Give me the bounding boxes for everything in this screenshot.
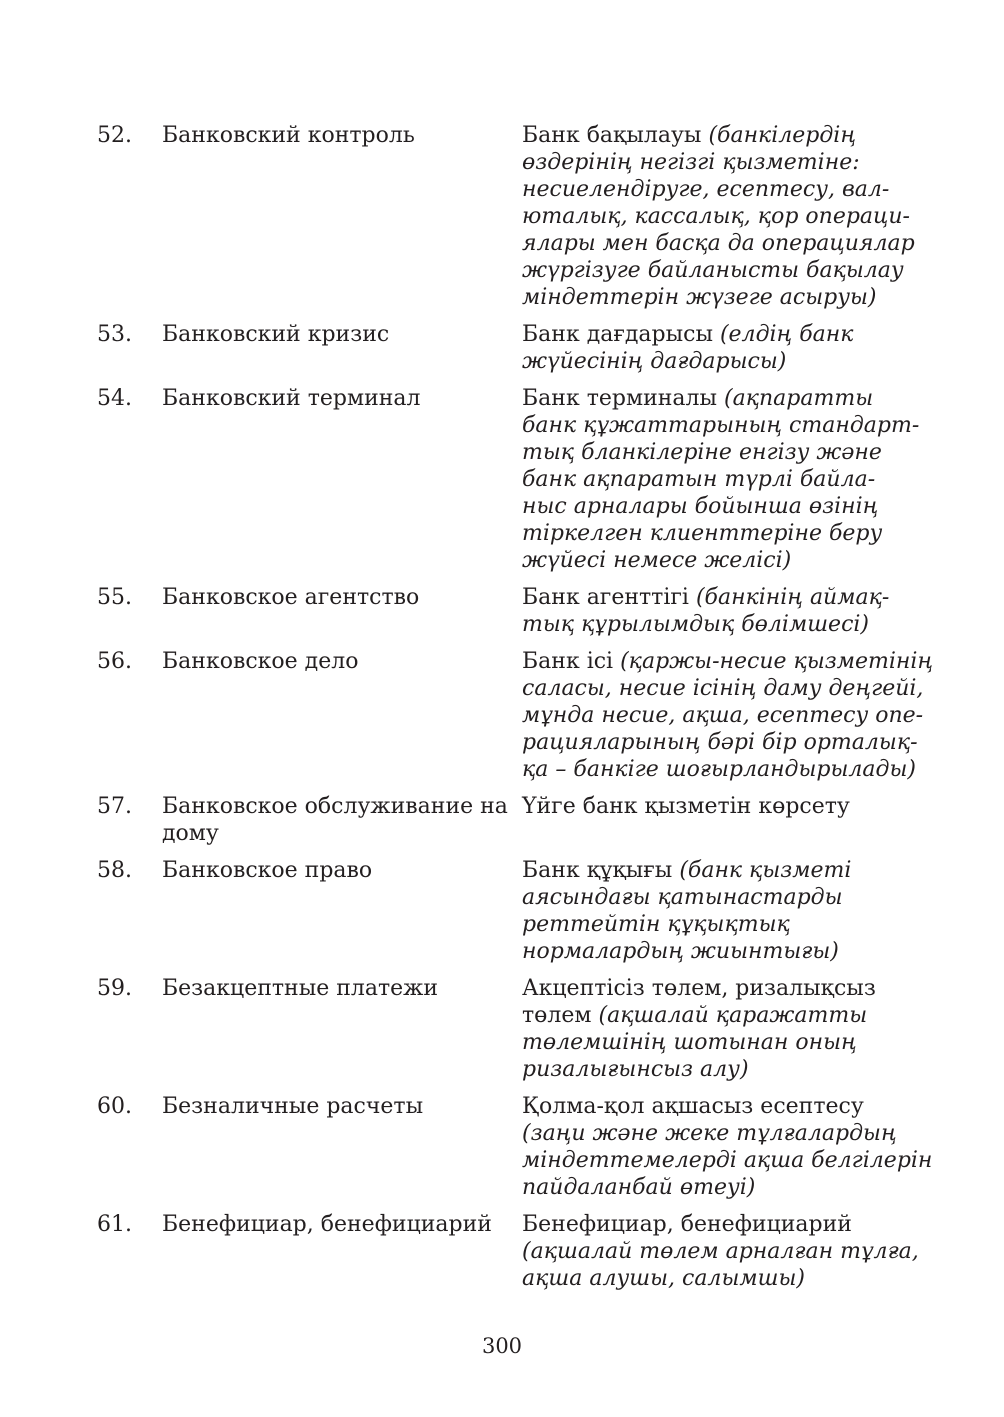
entry-number: 53.: [97, 322, 132, 347]
glossary-entry: [97, 385, 927, 574]
translation-line: [522, 257, 927, 284]
term-text: Банк бақылауы: [522, 123, 709, 148]
glossary-entry: [97, 122, 927, 311]
russian-term: Безакцептные платежи: [162, 976, 439, 1001]
translation-line: [522, 884, 927, 911]
definition-text: тіркелген клиенттеріне беру: [522, 521, 883, 546]
russian-term: Банковский терминал: [162, 386, 421, 411]
kazakh-translation: [522, 321, 927, 375]
kazakh-translation: [522, 122, 927, 311]
translation-line: [522, 1093, 932, 1120]
translation-line: [522, 520, 927, 547]
glossary-entry: [97, 1093, 933, 1201]
translation-line: [522, 1174, 932, 1201]
definition-text: жүйесінің дағдарысы): [522, 349, 787, 374]
definition-text: банк ақпаратын түрлі байла-: [522, 467, 876, 492]
glossary-entry: [97, 584, 927, 638]
entry-number: 60.: [97, 1094, 132, 1119]
russian-term: Банковский контроль: [162, 123, 415, 148]
translation-line: [522, 412, 927, 439]
translation-line: [522, 793, 927, 820]
definition-text: міндеттерін жүзеге асыруы): [522, 285, 877, 310]
definition-text: (банкілердің: [708, 123, 856, 148]
term-text: Үйге банк қызметін көрсету: [522, 794, 850, 819]
entry-number: 61.: [97, 1212, 132, 1237]
definition-text: төлемшінің шотынан оның: [522, 1030, 857, 1055]
definition-text: ризалығынсыз алу): [522, 1057, 749, 1082]
definition-text: юталық, кассалық, қор операци-: [522, 204, 910, 229]
translation-line: [522, 1211, 927, 1238]
translation-line: [522, 1265, 927, 1292]
entry-number: 55.: [97, 585, 132, 610]
translation-line: [522, 611, 927, 638]
definition-text: ақша алушы, салымшы): [522, 1266, 805, 1291]
term-text: Банк ісі: [522, 649, 621, 674]
translation-line: [522, 756, 933, 783]
definition-text: саласы, несие ісінің даму деңгейі,: [522, 676, 924, 701]
translation-line: [522, 648, 933, 675]
definition-text: рацияларының бәрі бір орталық-: [522, 730, 918, 755]
kazakh-translation: [522, 648, 933, 783]
definition-text: тық бланкілеріне енгізу және: [522, 440, 882, 465]
kazakh-translation: [522, 1093, 932, 1201]
definition-text: (елдің банк: [719, 322, 854, 347]
translation-line: [522, 348, 927, 375]
definition-text: (ақшалай төлем арналған тұлға,: [522, 1239, 919, 1264]
russian-term: Банковское обслуживание на дому: [162, 794, 508, 846]
glossary-entry: [97, 857, 927, 965]
entry-number: 54.: [97, 386, 132, 411]
translation-line: [522, 938, 927, 965]
term-text: Бенефициар, бенефициарий: [522, 1212, 852, 1237]
translation-line: [522, 203, 927, 230]
definition-text: ялары мен басқа да операциялар: [522, 231, 915, 256]
definition-text: мұнда несие, ақша, есептесу опе-: [522, 703, 924, 728]
definition-text: несиелендіруге, есептесу, вал-: [522, 177, 890, 202]
kazakh-translation: [522, 857, 927, 965]
translation-line: [522, 857, 927, 884]
entry-number: 56.: [97, 649, 132, 674]
russian-term: Банковское право: [162, 858, 373, 883]
definition-text: (қаржы-несие қызметінің: [620, 649, 934, 674]
definition-text: банк құжаттарының стандарт-: [522, 413, 920, 438]
definition-text: өздерінің негізгі қызметіне:: [522, 150, 860, 175]
glossary-entries: [97, 122, 934, 1302]
definition-text: қа – банкіге шоғырландырылады): [522, 757, 916, 782]
page-number: 300: [481, 1334, 523, 1358]
term-text: Банк терминалы: [522, 386, 724, 411]
translation-line: [522, 230, 927, 257]
glossary-entry: [97, 793, 927, 847]
glossary-entry: [97, 321, 927, 375]
translation-line: [522, 911, 927, 938]
translation-line: [522, 439, 927, 466]
definition-text: міндеттемелерді ақша белгілерін: [522, 1148, 933, 1173]
definition-text: жүргізуге байланысты бақылау: [522, 258, 904, 283]
translation-line: [522, 1056, 927, 1083]
definition-text: жүйесі немесе желісі): [522, 548, 792, 573]
entry-number: 58.: [97, 858, 132, 883]
translation-line: [522, 493, 927, 520]
definition-text: ныс арналары бойынша өзінің: [522, 494, 879, 519]
translation-line: [522, 466, 927, 493]
translation-line: [522, 1147, 932, 1174]
translation-line: [522, 176, 927, 203]
russian-term: Бенефициар, бенефициарий: [162, 1212, 492, 1237]
translation-line: [522, 1120, 932, 1147]
term-text: Акцептісіз төлем, ризалықсыз: [522, 976, 876, 1001]
glossary-entry: [97, 1211, 927, 1292]
term-text: Қолма-қол ақшасыз есептесу: [522, 1094, 864, 1119]
translation-line: [522, 1029, 927, 1056]
kazakh-translation: [522, 793, 927, 820]
definition-text: нормалардың жиынтығы): [522, 939, 839, 964]
definition-text: (банкінің аймақ-: [695, 585, 890, 610]
translation-line: [522, 702, 933, 729]
glossary-entry: [97, 648, 934, 783]
kazakh-translation: [522, 385, 927, 574]
definition-text: пайдаланбай өтеуі): [522, 1175, 756, 1200]
translation-line: [522, 385, 927, 412]
russian-term: Банковское агентство: [162, 585, 420, 610]
translation-line: [522, 1002, 927, 1029]
translation-line: [522, 729, 933, 756]
definition-text: (заңи және жеке тұлғалардың: [522, 1121, 897, 1146]
entry-number: 57.: [97, 794, 132, 819]
entry-number: 52.: [97, 123, 132, 148]
translation-line: [522, 321, 927, 348]
russian-term: Банковское дело: [162, 649, 359, 674]
kazakh-translation: [522, 1211, 927, 1292]
term-text: Банк құқығы: [522, 858, 680, 883]
definition-text: тық құрылымдық бөлімшесі): [522, 612, 870, 637]
term-text: Банк дағдарысы: [522, 322, 720, 347]
translation-line: [522, 547, 927, 574]
translation-line: [522, 284, 927, 311]
translation-line: [522, 675, 933, 702]
term-text: төлем: [522, 1003, 599, 1028]
translation-line: [522, 149, 927, 176]
translation-line: [522, 1238, 927, 1265]
russian-term: Безналичные расчеты: [162, 1094, 424, 1119]
definition-text: реттейтін құқықтық: [522, 912, 790, 937]
kazakh-translation: [522, 975, 927, 1083]
definition-text: аясындағы қатынастарды: [522, 885, 843, 910]
russian-term: Банковский кризис: [162, 322, 390, 347]
definition-text: (банк қызметі: [679, 858, 852, 883]
entry-number: 59.: [97, 976, 132, 1001]
term-text: Банк агенттігі: [522, 585, 696, 610]
definition-text: (ақшалай қаражатты: [598, 1003, 868, 1028]
kazakh-translation: [522, 584, 927, 638]
translation-line: [522, 584, 927, 611]
translation-line: [522, 975, 927, 1002]
glossary-entry: [97, 975, 927, 1083]
definition-text: (ақпаратты: [724, 386, 874, 411]
translation-line: [522, 122, 927, 149]
